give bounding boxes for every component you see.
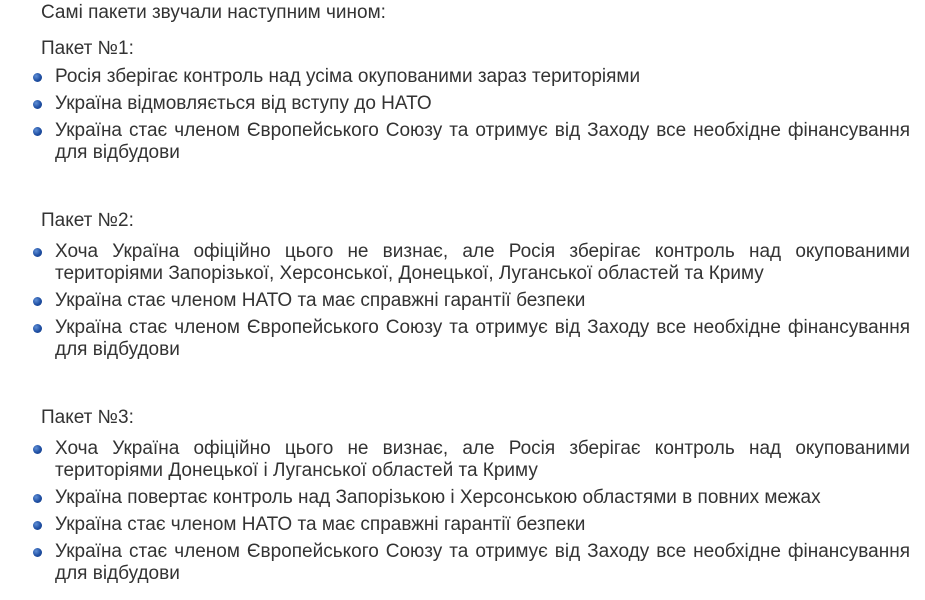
package-2-list (30, 241, 910, 366)
package-2-title: Пакет №2: (41, 210, 134, 231)
list-item (30, 241, 910, 285)
package-3-title: Пакет №3: (41, 407, 134, 428)
list-item-text: Україна стає членом Європейського Союзу та отримує від Заходу все необхідне фінансування для відбудови (55, 120, 910, 163)
bullet-icon (33, 445, 42, 454)
package-1-list (30, 66, 910, 169)
list-item-text: Україна стає членом НАТО та має справжні гарантії безпеки (55, 514, 586, 535)
list-item-text: Хоча Україна офіційно цього не визнає, але Росія зберігає контроль над окупованими територіями Донецької і Луганської областей та Криму (55, 438, 910, 481)
package-3-list (30, 438, 910, 590)
list-item (30, 514, 910, 536)
list-item (30, 290, 910, 312)
bullet-icon (33, 494, 42, 503)
list-item (30, 120, 910, 164)
package-1-title: Пакет №1: (41, 38, 134, 59)
list-item-text: Україна стає членом НАТО та має справжні гарантії безпеки (55, 290, 586, 311)
bullet-icon (33, 73, 42, 82)
bullet-icon (33, 297, 42, 306)
bullet-icon (33, 248, 42, 257)
bullet-icon (33, 100, 42, 109)
list-item-text: Україна повертає контроль над Запорізькою і Херсонською областями в повних межах (55, 487, 821, 508)
list-item-text: Хоча Україна офіційно цього не визнає, але Росія зберігає контроль над окупованими територіями Запорізької, Херсонської, Донецької, Луганської областей та Криму (55, 241, 910, 284)
list-item (30, 317, 910, 361)
list-item (30, 541, 910, 585)
list-item (30, 93, 910, 115)
list-item (30, 438, 910, 482)
list-item (30, 487, 910, 509)
bullet-icon (33, 548, 42, 557)
bullet-icon (33, 521, 42, 530)
list-item-text: Україна відмовляється від вступу до НАТО (55, 93, 432, 114)
list-item-text: Росія зберігає контроль над усіма окупованими зараз територіями (55, 66, 641, 87)
bullet-icon (33, 127, 42, 136)
list-item-text: Україна стає членом Європейського Союзу та отримує від Заходу все необхідне фінансування для відбудови (55, 317, 910, 360)
list-item-text: Україна стає членом Європейського Союзу та отримує від Заходу все необхідне фінансування для відбудови (55, 541, 910, 584)
intro-text: Самі пакети звучали наступним чином: (41, 2, 386, 23)
list-item (30, 66, 910, 88)
bullet-icon (33, 324, 42, 333)
